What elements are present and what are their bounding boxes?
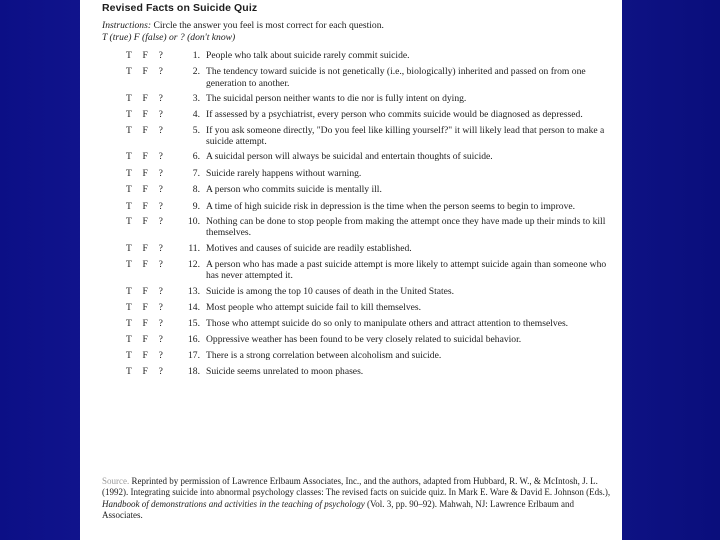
answer-options[interactable]: T F ? xyxy=(126,318,163,330)
source-text-a: Reprinted by permission of Lawrence Erlbaum Associates, Inc., and the authors, adapted from Hubbard, R. W., & McIntosh, J. L. (1992). Integrating suicide into abnormal psychology classes: The revised facts on suicide quiz. In Mark E. Ware & David E. Johnson (Eds.), xyxy=(102,476,611,498)
answer-options[interactable]: T F ? xyxy=(126,50,163,61)
answer-options[interactable]: T F ? xyxy=(126,109,163,121)
question-item xyxy=(126,50,614,61)
question-number: 2. xyxy=(192,66,200,78)
question-text: There is a strong correlation between alcoholism and suicide. xyxy=(206,350,442,362)
question-number: 7. xyxy=(192,167,200,179)
question-number: 6. xyxy=(192,151,200,163)
question-text: Most people who attempt suicide fail to kill themselves. xyxy=(206,301,422,313)
answer-options[interactable]: T F ? xyxy=(126,301,163,313)
question-number: 9. xyxy=(192,200,200,212)
answer-options[interactable]: T F ? xyxy=(126,200,163,212)
answer-options[interactable]: T F ? xyxy=(126,92,163,104)
answer-options[interactable]: T F ? xyxy=(126,124,163,136)
instructions-label: Instructions: xyxy=(102,20,152,31)
question-text: A person who has made a past suicide attempt is more likely to attempt suicide again than someone who has never attempted it. xyxy=(206,258,607,282)
question-text: Oppressive weather has been found to be very closely related to suicidal behavior. xyxy=(206,333,522,345)
question-number: 17. xyxy=(188,350,200,362)
question-item xyxy=(126,201,614,212)
answer-options[interactable]: T F ? xyxy=(126,242,163,254)
question-number: 4. xyxy=(192,109,200,121)
question-number: 8. xyxy=(192,184,200,196)
question-text: Nothing can be done to stop people from making the attempt once they have made up their minds to kill themselves. xyxy=(206,215,606,239)
question-list xyxy=(102,50,614,378)
question-item xyxy=(126,243,614,254)
answer-options[interactable]: T F ? xyxy=(126,184,163,196)
question-item xyxy=(126,350,614,361)
question-item xyxy=(126,286,614,297)
quiz-sheet xyxy=(80,0,622,540)
question-item xyxy=(126,318,614,329)
question-number: 5. xyxy=(192,124,200,136)
answer-options[interactable]: T F ? xyxy=(126,258,163,270)
question-number: 12. xyxy=(188,258,200,270)
answer-options[interactable]: T F ? xyxy=(126,285,163,297)
question-text: A person who commits suicide is mentally ill. xyxy=(206,184,382,196)
question-item xyxy=(126,334,614,345)
question-text: Motives and causes of suicide are readily established. xyxy=(206,242,412,254)
question-number: 1. xyxy=(192,50,200,61)
question-number: 18. xyxy=(188,366,200,378)
question-text: Those who attempt suicide do so only to manipulate others and attract attention to themselves. xyxy=(206,318,569,330)
answer-options[interactable]: T F ? xyxy=(126,215,163,227)
question-text: Suicide is among the top 10 causes of death in the United States. xyxy=(206,285,455,297)
question-text: If assessed by a psychiatrist, every person who commits suicide would be diagnosed as depressed. xyxy=(206,109,583,121)
answer-options[interactable]: T F ? xyxy=(126,350,163,362)
question-text: People who talk about suicide rarely commit suicide. xyxy=(206,50,410,61)
question-item xyxy=(126,125,614,147)
source-label: Source. xyxy=(102,476,130,486)
question-number: 14. xyxy=(188,301,200,313)
answer-options[interactable]: T F ? xyxy=(126,333,163,345)
question-item xyxy=(126,66,614,88)
question-text: If you ask someone directly, "Do you feel like killing yourself?" it will likely lead that person to make a suicide attempt. xyxy=(206,124,605,147)
answer-legend: T (true) F (false) or ? (don't know) xyxy=(102,32,236,43)
quiz-title: Revised Facts on Suicide Quiz xyxy=(102,2,258,14)
answer-options[interactable]: T F ? xyxy=(126,366,163,378)
answer-options[interactable]: T F ? xyxy=(126,167,163,179)
question-item xyxy=(126,184,614,195)
question-number: 3. xyxy=(192,92,200,104)
question-text: The tendency toward suicide is not genetically (i.e., biologically) inherited and passed on from one generation to another. xyxy=(206,66,586,89)
question-item xyxy=(126,259,614,281)
question-number: 13. xyxy=(188,285,200,297)
question-number: 10. xyxy=(188,215,200,227)
question-item xyxy=(126,302,614,313)
question-item xyxy=(126,216,614,238)
question-item xyxy=(126,93,614,104)
question-text: The suicidal person neither wants to die nor is fully intent on dying. xyxy=(206,92,467,104)
question-number: 11. xyxy=(188,242,200,254)
instructions-text: Circle the answer you feel is most correct for each question. xyxy=(153,20,384,31)
instructions xyxy=(102,20,614,44)
source-text-b: (Vol. 3, pp. 90–92). Mahwah, NJ: Lawrence Erlbaum and Associates. xyxy=(102,498,575,520)
question-item xyxy=(126,109,614,120)
question-item xyxy=(126,366,614,377)
question-item xyxy=(126,151,614,162)
question-number: 15. xyxy=(188,318,200,330)
question-item xyxy=(126,168,614,179)
question-text: Suicide rarely happens without warning. xyxy=(206,167,362,179)
source-book-title: Handbook of demonstrations and activities in the teaching of psychology xyxy=(102,498,365,509)
question-text: A suicidal person will always be suicidal and entertain thoughts of suicide. xyxy=(206,151,493,163)
source-citation xyxy=(102,476,612,521)
answer-options[interactable]: T F ? xyxy=(126,66,163,78)
question-text: Suicide seems unrelated to moon phases. xyxy=(206,366,364,378)
question-number: 16. xyxy=(188,333,200,345)
answer-options[interactable]: T F ? xyxy=(126,151,163,163)
question-text: A time of high suicide risk in depression is the time when the person seems to begin to improve. xyxy=(206,200,576,212)
